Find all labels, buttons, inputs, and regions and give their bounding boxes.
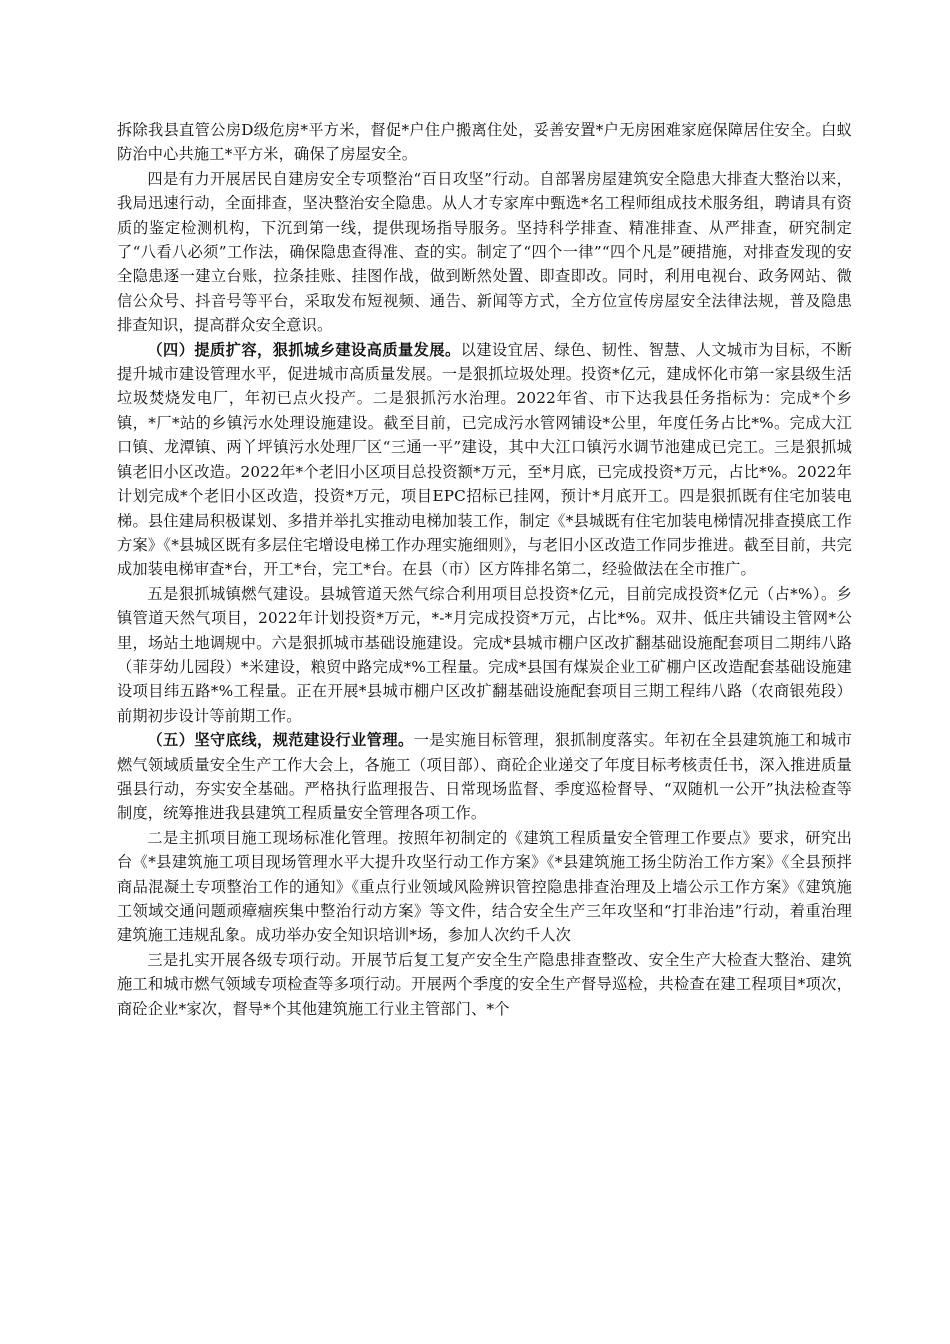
paragraph-urban-construction (117, 338, 852, 582)
paragraph-demolition (117, 118, 852, 167)
paragraph-text: 拆除我县直管公房D级危房*平方米，督促*户住户搬离住处，妥善安置*户无房困难家庭保障居住安全。白蚁防治中心共施工*平方米，确保了房屋安全。 (117, 121, 852, 164)
paragraph-text: 以建设宜居、绿色、韧性、智慧、人文城市为目标，不断提升城市建设管理水平，促进城市高质量发展。一是狠抓垃圾处理。投资*亿元，建成怀化市第一家县级生活垃圾焚烧发电厂，年初已点火投产。二是狠抓污水治理。2022年省、市下达我县任务指标为：完成*个乡镇，*厂*站的乡镇污水处理设施建设。截至目前，已完成污水管网铺设*公里，年度任务占比*%。完成大江口镇、龙潭镇、两丫坪镇污水处理厂区“三通一平”建设，其中大江口镇污水调节池建成已完工。三是狠抓城镇老旧小区改造。2022年*个老旧小区项目总投资额*万元，至*月底，已完成投资*万元，占比*%。2022年计划完成*个老旧小区改造，投资*万元，项目EPC招标已挂网，预计*月底开工。四是狠抓既有住宅加装电梯。县住建局积极谋划、多措并举扎实推动电梯加装工作，制定《*县城既有住宅加装电梯情况排查摸底工作方案》《*县城区既有多层住宅增设电梯工作办理实施细则》，与老旧小区改造工作同步推进。截至目前，共完成加装电梯审查*台，开工*台，完工*台。在县（市）区方阵排名第二，经验做法在全市推广。 (117, 340, 853, 579)
section-heading: （四）提质扩容，狠抓城乡建设高质量发展。 (147, 340, 461, 359)
section-heading: （五）坚守底线，规范建设行业管理。 (147, 731, 414, 750)
document-page (117, 118, 852, 1021)
paragraph-text: 五是狠抓城镇燃气建设。县城管道天然气综合利用项目总投资*亿元，目前完成投资*亿元（占*%）。乡镇管道天然气项目，2022年计划投资*万元，*-*月完成投资*万元，占比*%。双井、低庄共铺设主管网*公里，场站土地调规中。六是狠抓城市基础设施建设。完成*县城市棚户区改扩翻基础设施配套项目二期纬八路（菲芽幼儿园段）*米建设，粮贸中路完成*%工程量。完成*县国有煤炭企业工矿棚户区改造配套基础设施建设项目纬五路*%工程量。正在开展*县城市棚户区改扩翻基础设施配套项目三期工程纬八路（农商银苑段）前期初步设计等前期工作。 (117, 584, 852, 725)
paragraph-text: 四是有力开展居民自建房安全专项整治“百日攻坚”行动。自部署房屋建筑安全隐患大排查大整治以来，我局迅速行动，全面排查，坚决整治安全隐患。从人才专家库中甄选*名工程师组成技术服务组，聘请具有资质的鉴定检测机构，下沉到第一线，提供现场指导服务。坚持科学排查、精准排查、从严排查，研究制定了“八看八必须”工作法，确保隐患查得准、查的实。制定了“四个一律”“四个凡是”硬措施，对排查发现的安全隐患逐一建立台账，拉条挂账、挂图作战，做到断然处置、即查即改。同时，利用电视台、政务网站、微信公众号、抖音号等平台，采取发布短视频、通告、新闻等方式，全方位宣传房屋安全法律法规，普及隐患排查知识，提高群众安全意识。 (117, 169, 852, 335)
paragraph-gas-infrastructure (117, 582, 852, 728)
paragraph-site-standardization (117, 826, 852, 948)
paragraph-text: 一是实施目标管理，狠抓制度落实。年初在全县建筑施工和城市燃气领域质量安全生产工作大会上，各施工（项目部）、商砼企业递交了年度目标考核责任书，深入推进质量强县行动，夯实安全基础。严格执行监理报告、日常现场监督、季度巡检督导、“双随机一公开”执法检查等制度，统筹推进我县建筑工程质量安全管理各项工作。 (117, 731, 852, 823)
paragraph-text: 三是扎实开展各级专项行动。开展节后复工复产安全生产隐患排查整改、安全生产大检查大整治、建筑施工和城市燃气领域专项检查等多项行动。开展两个季度的安全生产督导巡检，共检查在建工程项目*项次，商砼企业*家次，督导*个其他建筑施工行业主管部门、*个 (117, 950, 852, 1018)
paragraph-text: 二是主抓项目施工现场标准化管理。按照年初制定的《建筑工程质量安全管理工作要点》要求，研究出台《*县建筑施工项目现场管理水平大提升攻坚行动工作方案》《*县建筑施工扬尘防治工作方案》《全县预拌商品混凝土专项整治工作的通知》《重点行业领域风险辨识管控隐患排查治理及上墙公示工作方案》《建筑施工领域交通问题顽瘴痼疾集中整治行动方案》等文件，结合安全生产三年攻坚和“打非治违”行动，着重治理建筑施工违规乱象。成功举办安全知识培训*场，参加人次约千人次 (117, 828, 852, 945)
paragraph-special-actions (117, 948, 852, 1021)
paragraph-self-built-housing (117, 167, 852, 338)
paragraph-industry-management (117, 728, 852, 826)
